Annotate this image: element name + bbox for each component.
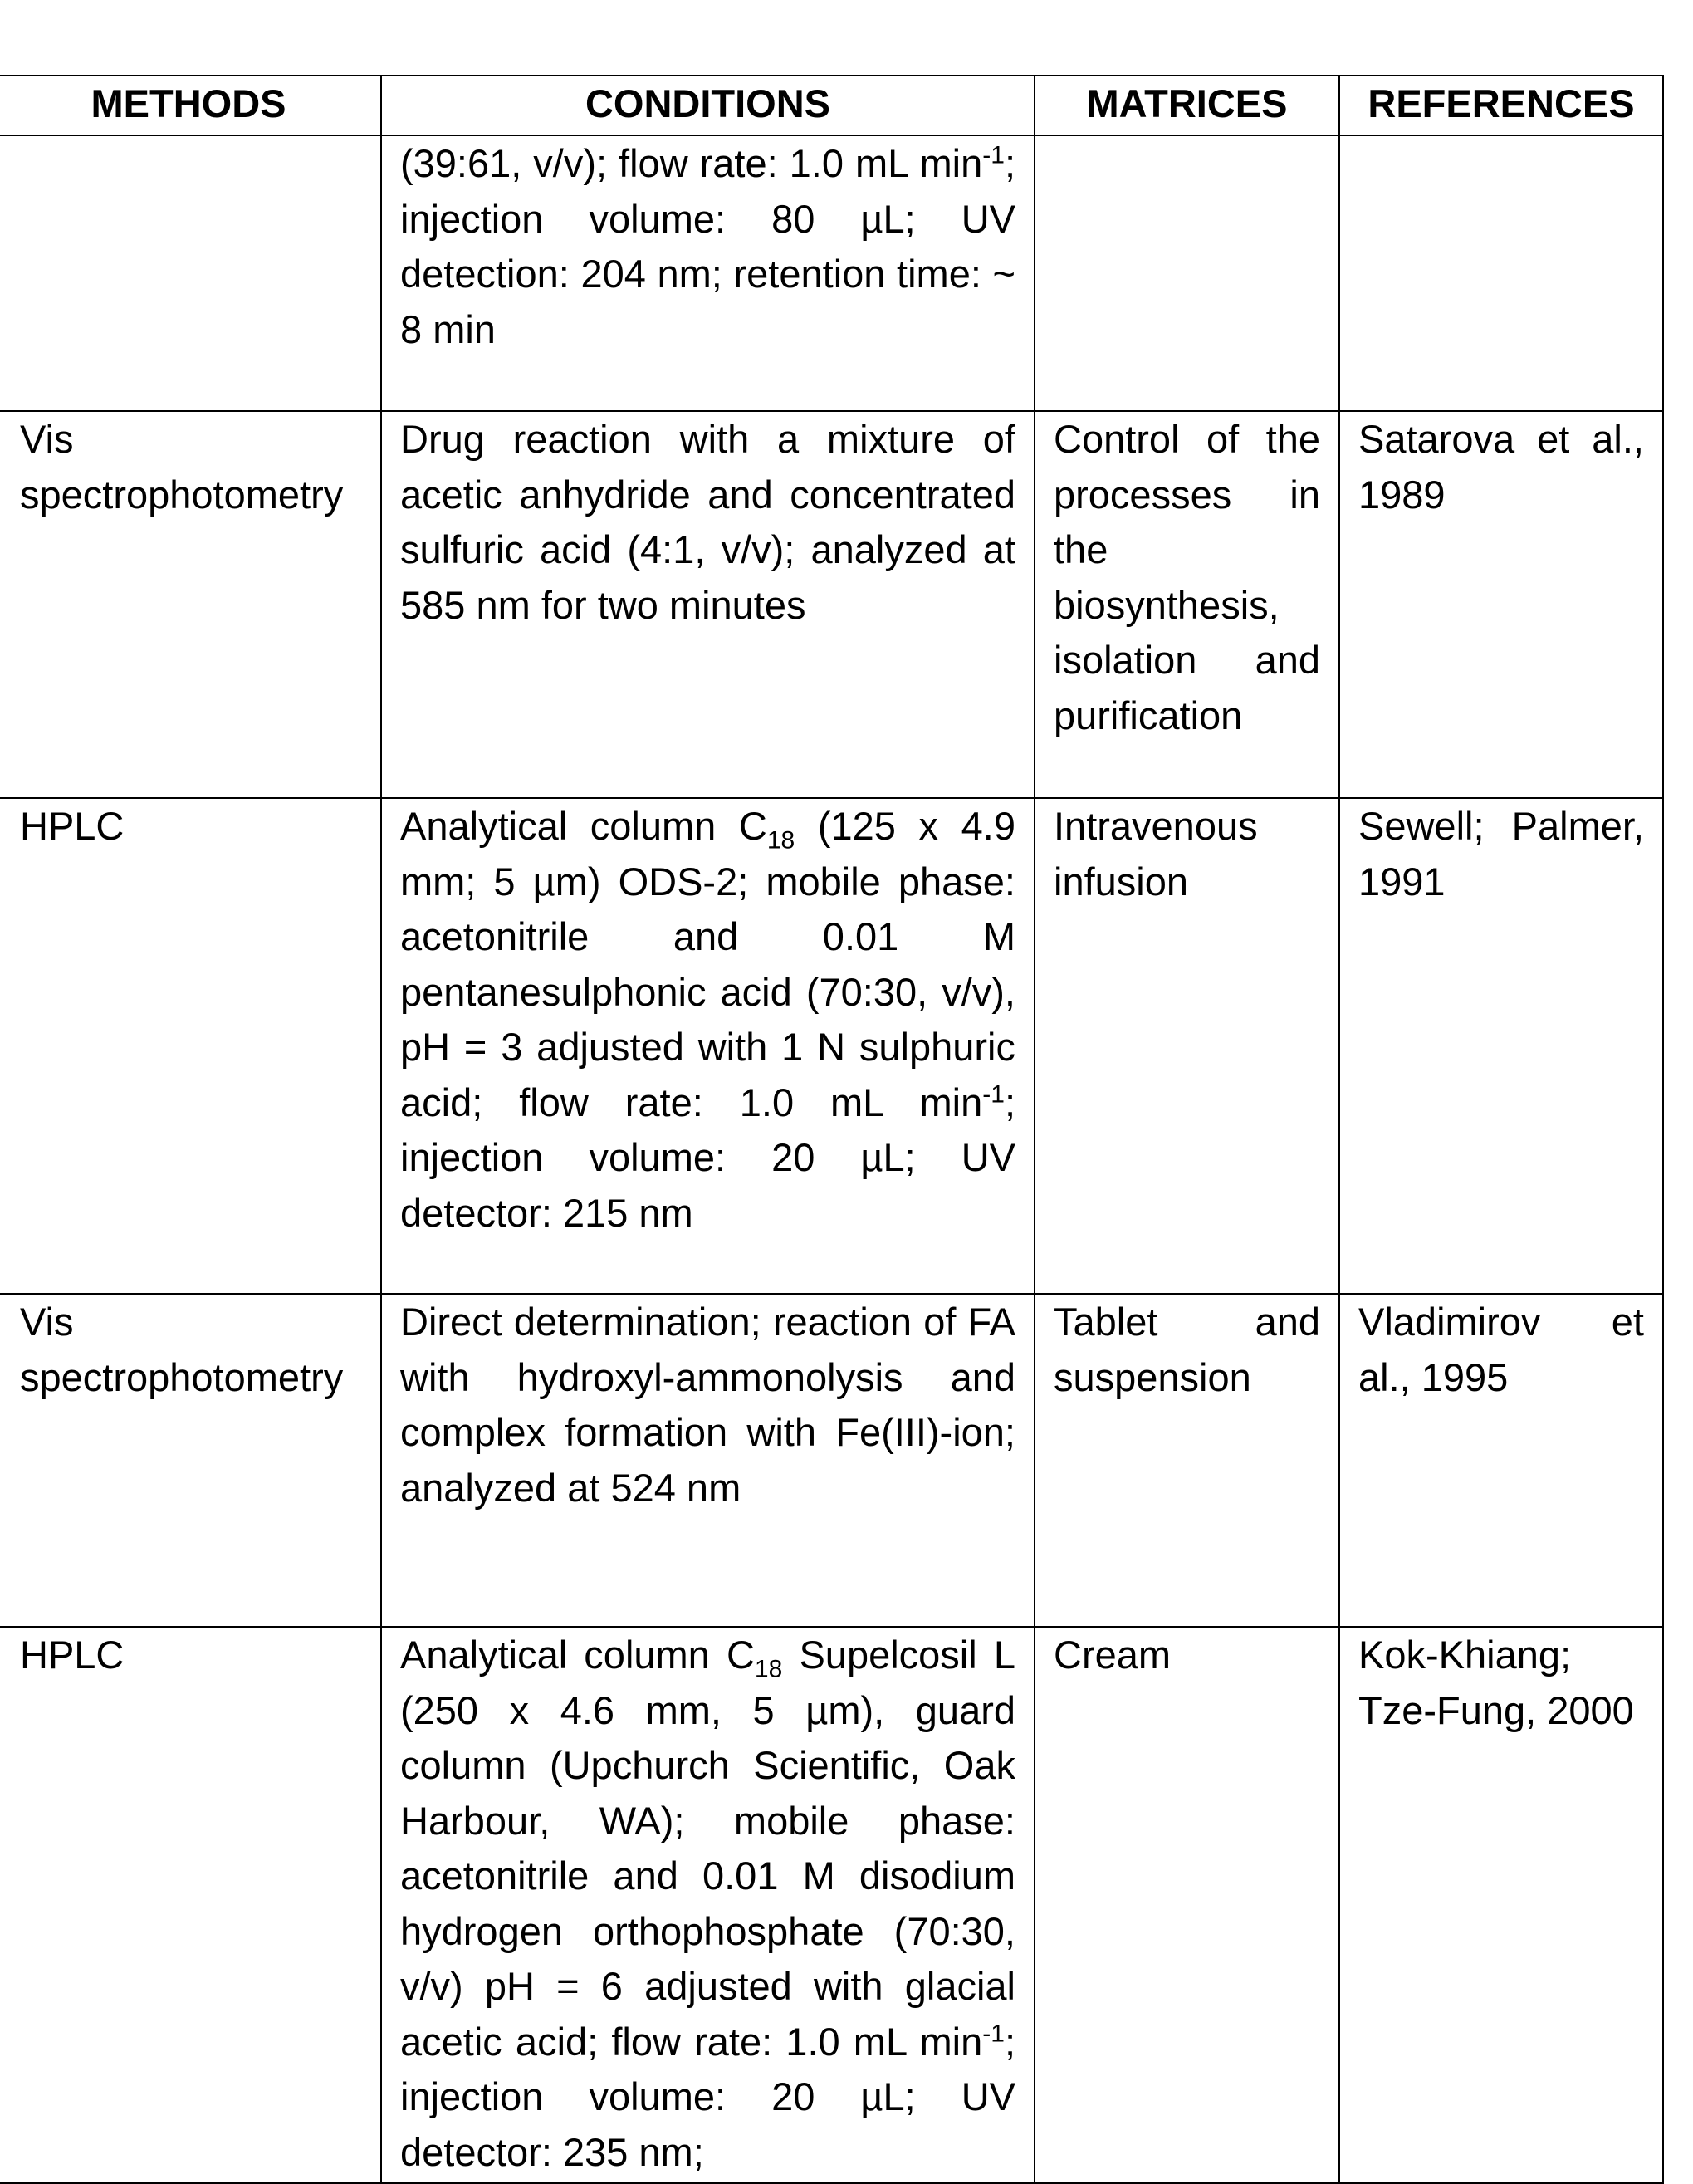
reference-cell: Vladimirov et al., 1995 [1339, 1294, 1663, 1627]
table-body [0, 135, 1663, 2183]
condition-cell: Drug reaction with a mixture of acetic anhydride and concentrated sulfuric acid (4:1, v/v); analyzed at 585 nm for two minutes [381, 411, 1035, 798]
header-row [0, 76, 1663, 135]
header-methods: METHODS [0, 76, 381, 135]
table-header [0, 76, 1663, 135]
condition-cell: Analytical column $C_{18}$ (125 x 4.9 mm; 5 µm) ODS-2; mobile phase: acetonitrile and 0.01 M pentanesulphonic acid (70:30, v/v), pH = 3 adjusted with 1 N sulphuric acid; flow rate: 1.0 mL $\min^{-1}$; injection volume: 20 µL; UV detector: 215 nm [381, 798, 1035, 1294]
condition-cell: Analytical column $C_{18}$ Supelcosil L (250 x 4.6 mm, 5 µm), guard column (Upchurch Scientific, Oak Harbour, WA); mobile phase: acetonitrile and 0.01 M disodium hydrogen orthophosphate (70:30, v/v) pH = 6 adjusted with glacial acetic acid; flow rate: 1.0 mL $\min^{-1}$; injection volume: 20 µL; UV detector: 235 nm; [381, 1627, 1035, 2183]
table-row [0, 411, 1663, 798]
method-cell [0, 135, 381, 411]
header-matrices: MATRICES [1035, 76, 1339, 135]
matrix-cell: Tablet and suspension [1035, 1294, 1339, 1627]
analytical-methods-table [0, 75, 1664, 2184]
method-cell: HPLC [0, 798, 381, 1294]
reference-cell: Satarova et al., 1989 [1339, 411, 1663, 798]
matrix-cell: Cream [1035, 1627, 1339, 2183]
table-row [0, 798, 1663, 1294]
method-cell: Vis spectrophotometry [0, 1294, 381, 1627]
matrix-cell [1035, 135, 1339, 411]
table-row [0, 135, 1663, 411]
matrix-cell: Control of the processes in the biosynthesis, isolation and purification [1035, 411, 1339, 798]
method-cell: HPLC [0, 1627, 381, 2183]
condition-cell: (39:61, v/v); flow rate: 1.0 mL $\min^{-1}$; injection volume: 80 µL; UV detection: 204 nm; retention time: ~ 8 min [381, 135, 1035, 411]
header-conditions: CONDITIONS [381, 76, 1035, 135]
matrix-cell: Intravenous infusion [1035, 798, 1339, 1294]
method-cell: Vis spectrophotometry [0, 411, 381, 798]
reference-cell [1339, 135, 1663, 411]
header-references: REFERENCES [1339, 76, 1663, 135]
table-row [0, 1627, 1663, 2183]
reference-cell: Sewell; Palmer, 1991 [1339, 798, 1663, 1294]
table-row [0, 1294, 1663, 1627]
reference-cell: Kok-Khiang; Tze-Fung, 2000 [1339, 1627, 1663, 2183]
condition-cell: Direct determination; reaction of FA with hydroxyl-ammonolysis and complex formation with Fe(III)-ion; analyzed at 524 nm [381, 1294, 1035, 1627]
